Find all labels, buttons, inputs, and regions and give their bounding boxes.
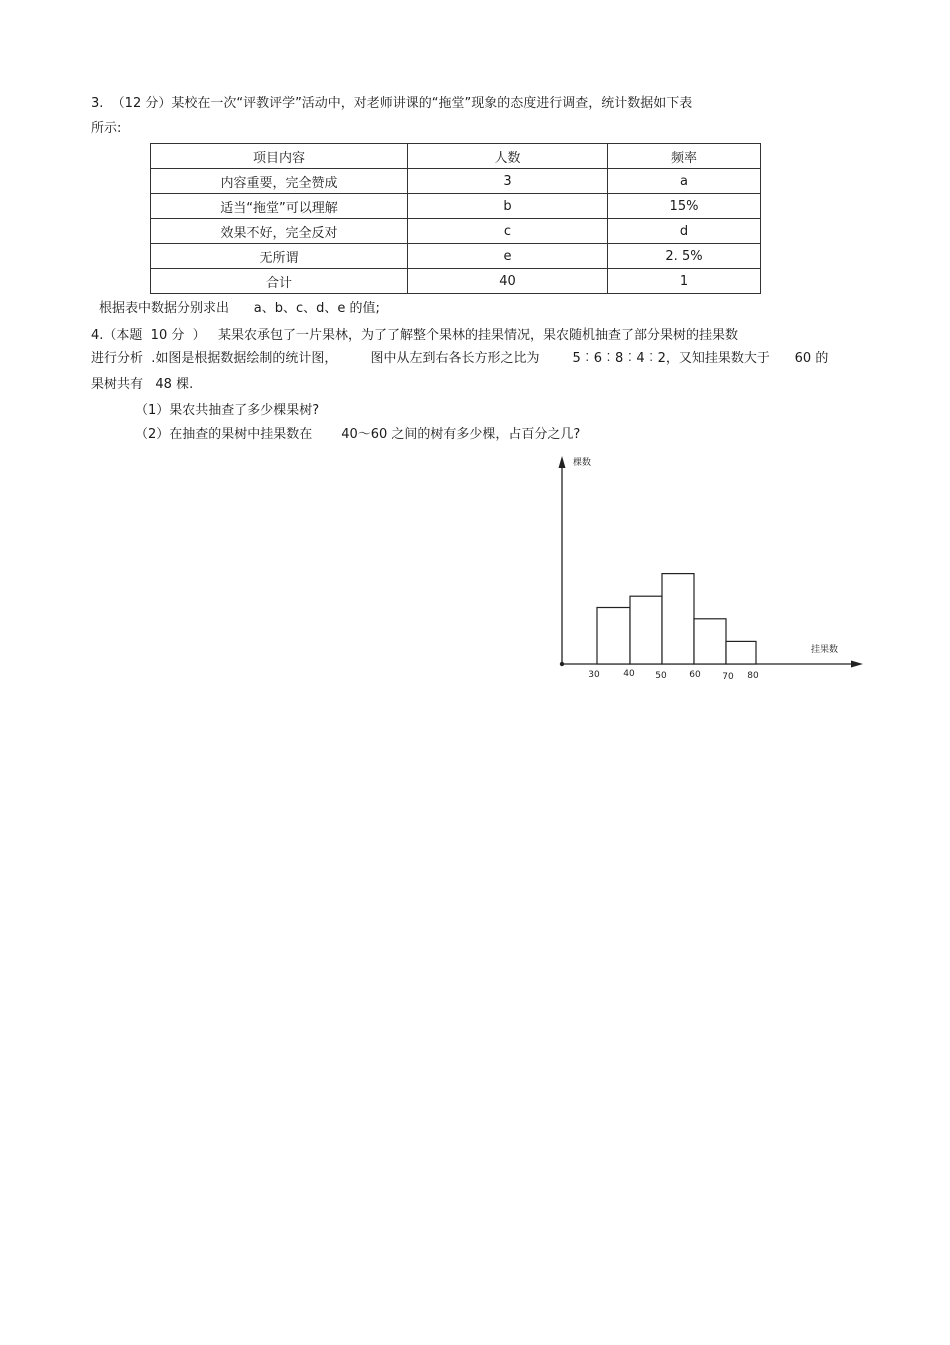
q3-stem-line2: 所示: — [91, 121, 122, 136]
table-cell: a — [608, 169, 761, 194]
histogram-bar — [694, 619, 726, 664]
x-axis-label: 挂果数 — [811, 645, 839, 655]
histogram-bar — [726, 641, 756, 664]
table-cell: 15% — [608, 194, 761, 219]
table-cell: e — [408, 244, 608, 269]
table-cell: b — [408, 194, 608, 219]
table-cell: c — [408, 219, 608, 244]
x-tick-label: 70 — [722, 672, 734, 682]
y-axis-label: 棵数 — [573, 458, 592, 468]
x-tick-label: 40 — [623, 669, 635, 679]
table-cell: 1 — [608, 269, 761, 294]
x-axis-arrow-icon — [851, 661, 863, 668]
histogram-bar — [630, 596, 662, 664]
table-row — [151, 169, 761, 194]
table-header-cell: 人数 — [408, 144, 608, 169]
x-tick-label: 30 — [588, 670, 600, 680]
x-tick-label: 50 — [655, 671, 667, 681]
q4-stem-line1: 4.（本题 10 分 ） 某果农承包了一片果林，为了了解整个果林的挂果情况，果农随机抽查了部分果树的挂果数 — [91, 328, 739, 343]
q4-subquestion-1: （1）果农共抽查了多少棵果树? — [135, 403, 320, 418]
histogram-bar — [597, 608, 630, 665]
table-cell: 40 — [408, 269, 608, 294]
histogram-bar — [662, 574, 694, 664]
table-row — [151, 269, 761, 294]
q3-question: 根据表中数据分别求出 a、b、c、d、e 的值; — [99, 301, 380, 316]
q4-stem-line2: 进行分析 .如图是根据数据绘制的统计图， 图中从左到右各长方形之比为 5︰6︰8︰4︰2，又知挂果数大于 60 的 — [91, 351, 829, 366]
table-cell: 3 — [408, 169, 608, 194]
survey-table — [150, 143, 761, 294]
table-row — [151, 244, 761, 269]
q4-subquestion-2: （2）在抽查的果树中挂果数在 40～60 之间的树有多少棵，占百分之几? — [135, 427, 581, 442]
table-cell: 效果不好，完全反对 — [151, 219, 408, 244]
y-axis-arrow-icon — [559, 456, 566, 468]
table-header-row — [151, 144, 761, 169]
table-cell: 无所谓 — [151, 244, 408, 269]
x-tick-label: 60 — [689, 670, 701, 680]
table-row — [151, 194, 761, 219]
table-header-cell: 项目内容 — [151, 144, 408, 169]
table-cell: d — [608, 219, 761, 244]
table-row — [151, 219, 761, 244]
q4-stem-line3: 果树共有 48 棵. — [91, 377, 194, 392]
table-cell: 2. 5% — [608, 244, 761, 269]
table-cell: 适当“拖堂”可以理解 — [151, 194, 408, 219]
fruit-count-histogram — [545, 450, 875, 690]
q3-stem-line1: 3. （12 分）某校在一次“评教评学”活动中，对老师讲课的“拖堂”现象的态度进行调查，统计数据如下表 — [91, 96, 693, 111]
table-header-cell: 频率 — [608, 144, 761, 169]
table-cell: 内容重要，完全赞成 — [151, 169, 408, 194]
table-cell: 合计 — [151, 269, 408, 294]
origin-dot — [560, 662, 564, 666]
x-tick-label: 80 — [747, 671, 759, 681]
